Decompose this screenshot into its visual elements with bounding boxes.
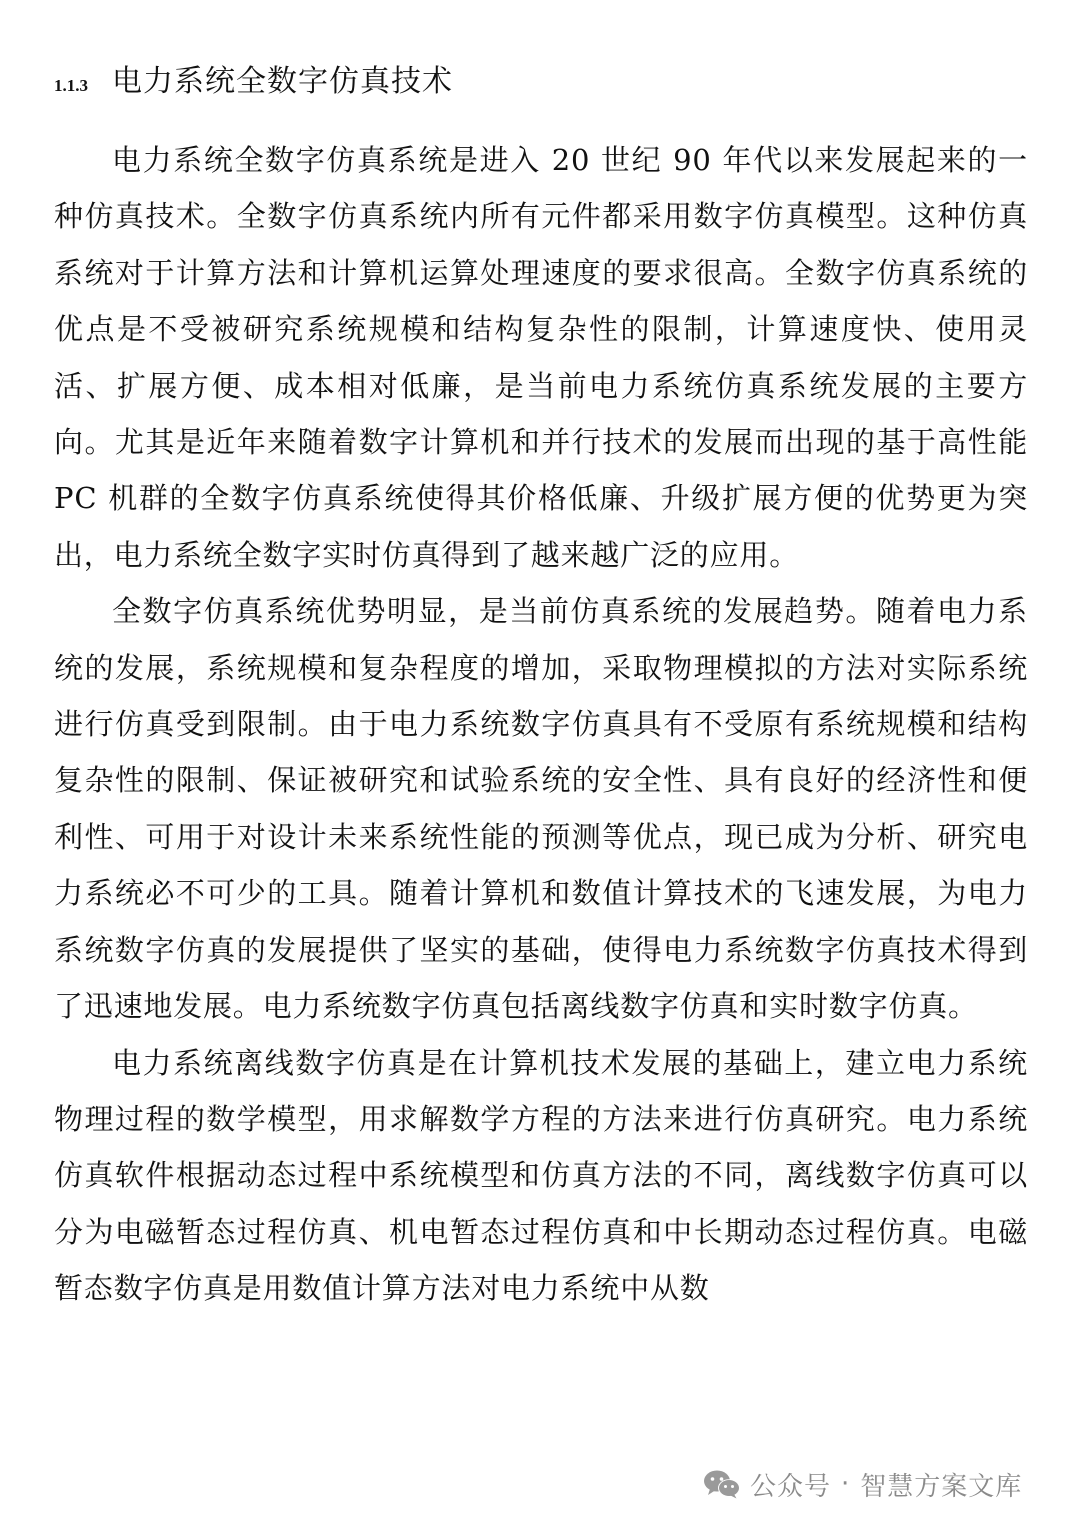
watermark-separator: · bbox=[841, 1469, 851, 1499]
wechat-icon bbox=[702, 1468, 742, 1500]
watermark bbox=[702, 1462, 1022, 1506]
section-number: 1.1.3 bbox=[54, 76, 88, 95]
paragraph-3: 电力系统离线数字仿真是在计算机技术发展的基础上，建立电力系统物理过程的数学模型，用求解数学方程的方法来进行仿真研究。电力系统仿真软件根据动态过程中系统模型和仿真方法的不同，离线数字仿真可以分为电磁暂态过程仿真、机电暂态过程仿真和中长期动态过程仿真。电磁暂态数字仿真是用数值计算方法对电力系统中从数 bbox=[54, 1045, 1028, 1306]
watermark-account: 智慧方案文库 bbox=[860, 1471, 1023, 1502]
body-text bbox=[54, 132, 1028, 1317]
paragraph-2: 全数字仿真系统优势明显，是当前仿真系统的发展趋势。随着电力系统的发展，系统规模和复杂程度的增加，采取物理模拟的方法对实际系统进行仿真受到限制。由于电力系统数字仿真具有不受原有系统规模和结构复杂性的限制、保证被研究和试验系统的安全性、具有良好的经济性和便利性、可用于对设计未来系统性能的预测等优点，现已成为分析、研究电力系统必不可少的工具。随着计算机和数值计算技术的飞速发展，为电力系统数字仿真的发展提供了坚实的基础，使得电力系统数字仿真技术得到了迅速地发展。电力系统数字仿真包括离线数字仿真和实时数字仿真。 bbox=[54, 594, 1028, 1024]
section-heading bbox=[54, 56, 453, 106]
watermark-label: 公众号 bbox=[750, 1471, 832, 1502]
section-title: 电力系统全数字仿真技术 bbox=[112, 64, 453, 99]
paragraph-1: 电力系统全数字仿真系统是进入 20 世纪 90 年代以来发展起来的一种仿真技术。全数字仿真系统内所有元件都采用数字仿真模型。这种仿真系统对于计算方法和计算机运算处理速度的要求很高。全数字仿真系统的优点是不受被研究系统规模和结构复杂性的限制，计算速度快、使用灵活、扩展方便、成本相对低廉，是当前电力系统仿真系统发展的主要方向。尤其是近年来随着数字计算机和并行技术的发展而出现的基于高性能 PC 机群的全数字仿真系统使得其价格低廉、升级扩展方便的优势更为突出，电力系统全数字实时仿真得到了越来越广泛的应用。 bbox=[54, 143, 1028, 572]
